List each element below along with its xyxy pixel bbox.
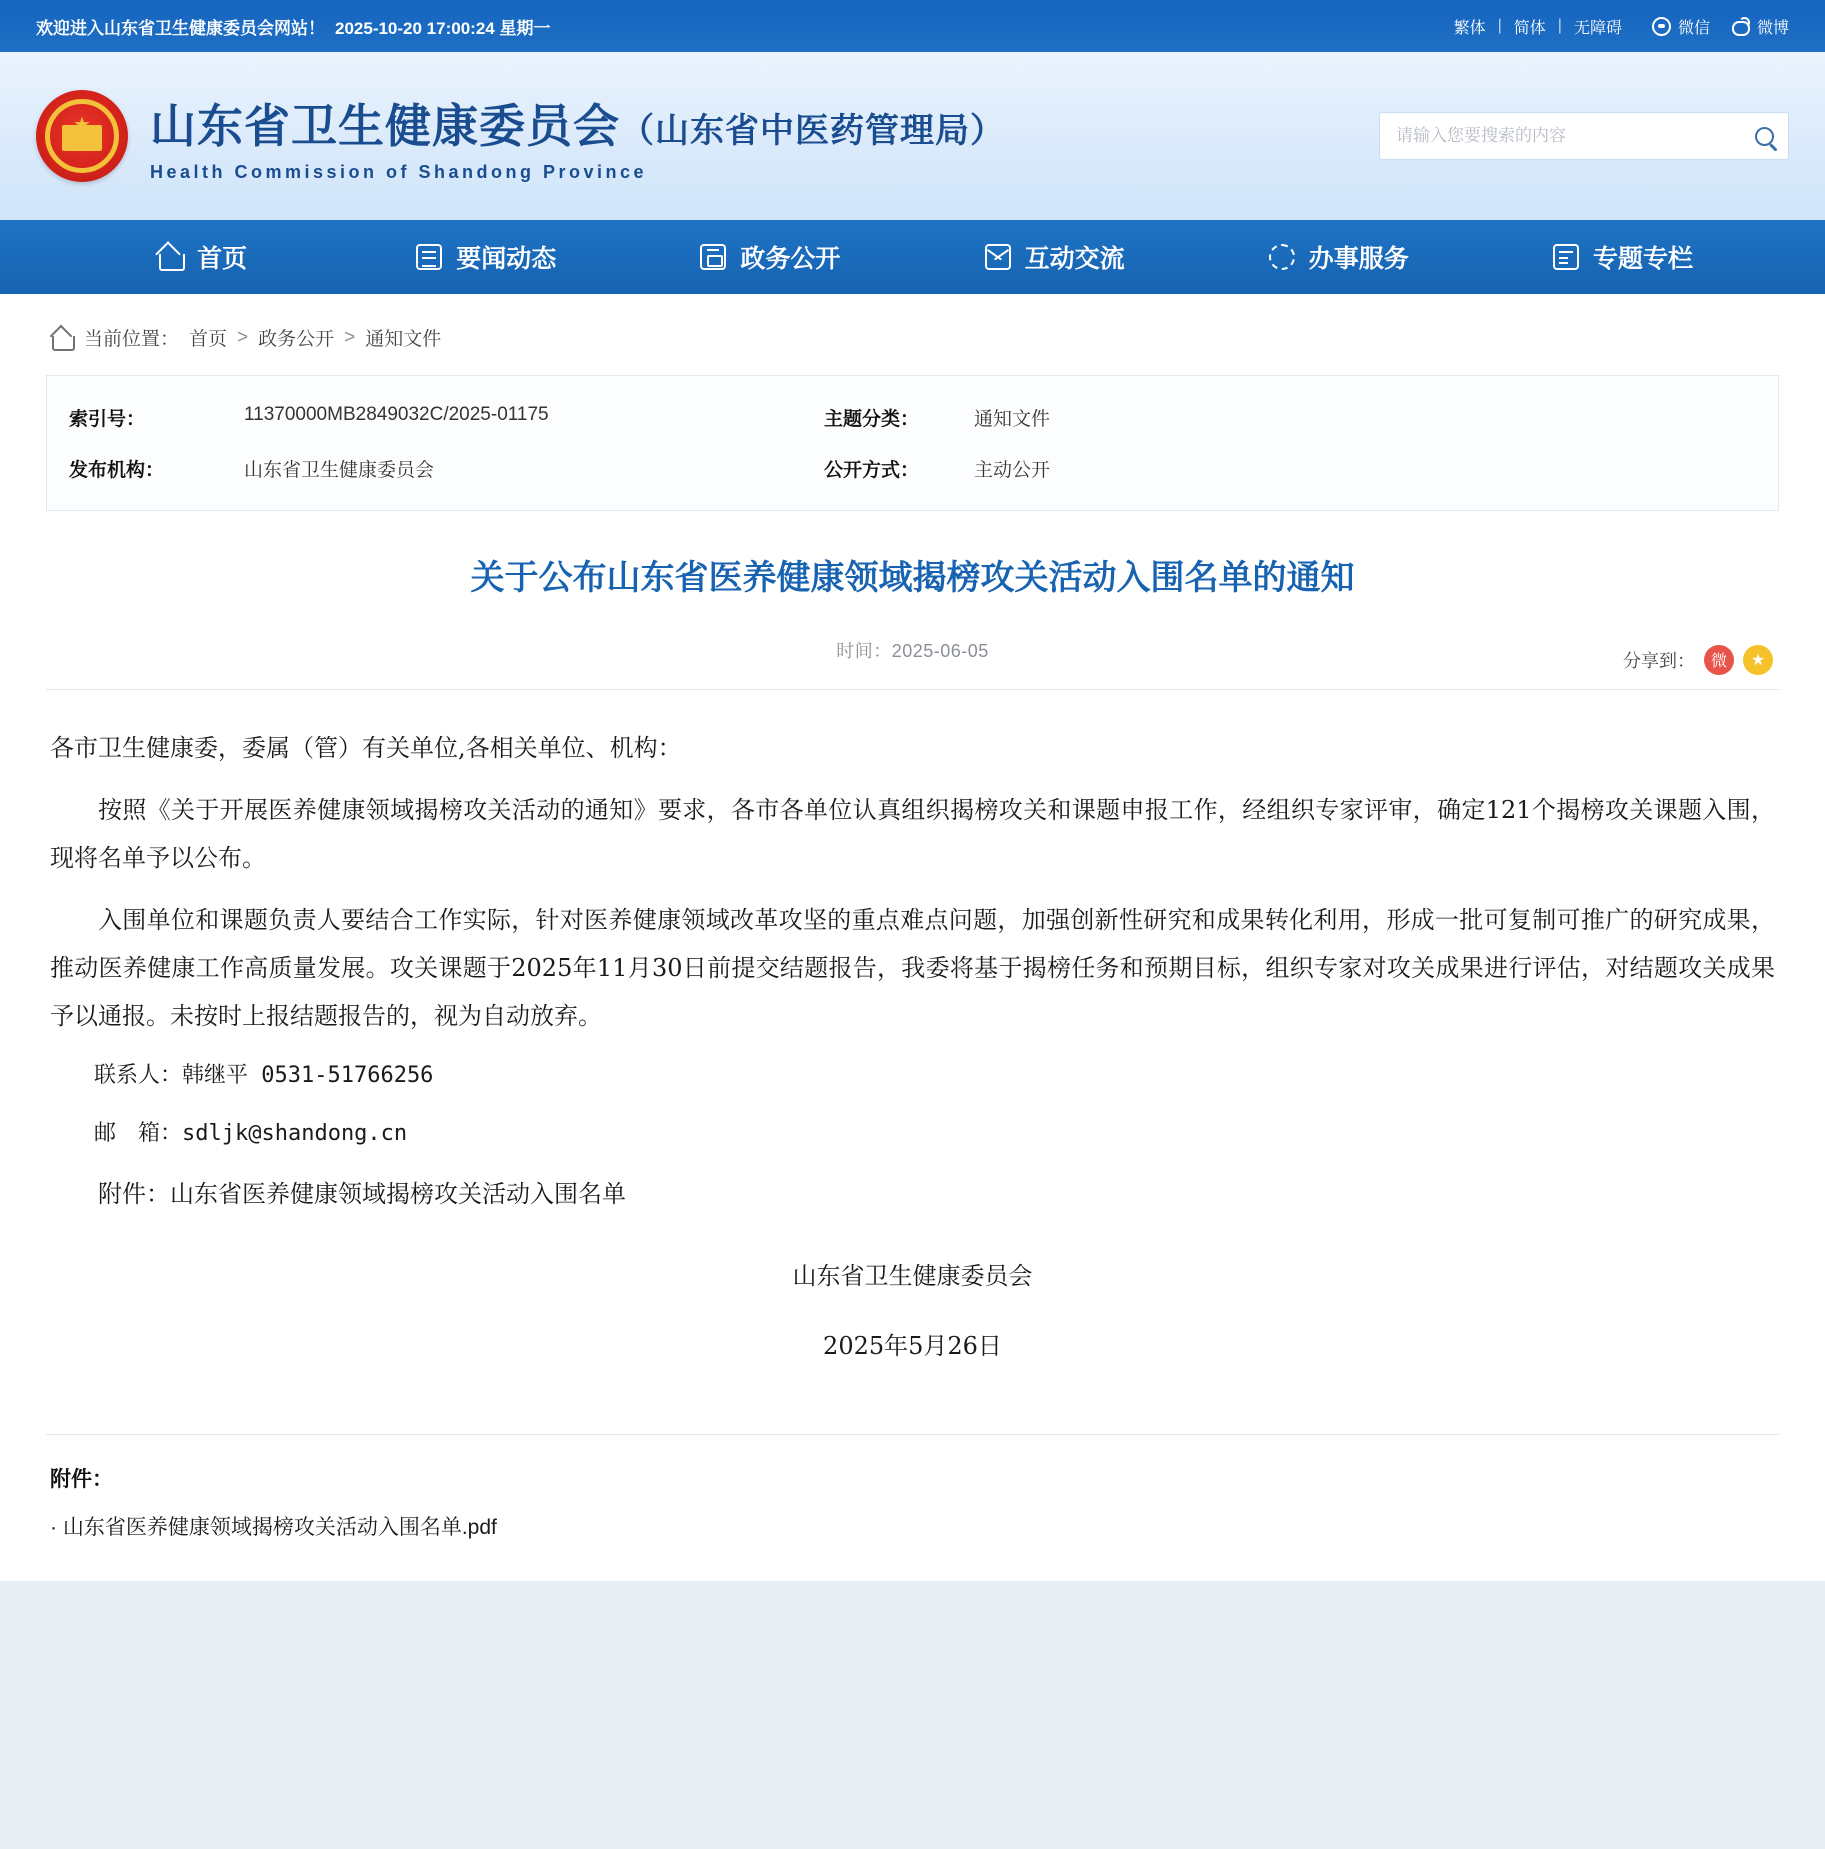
favorite-share-icon[interactable]: ★ (1743, 645, 1773, 675)
wechat-label: 微信 (1677, 19, 1710, 37)
weibo-icon (1732, 17, 1750, 35)
breadcrumb-separator: > (237, 326, 249, 348)
meta-value-disclosure: 主动公开 (974, 460, 1051, 481)
publish-time-label: 时间： (836, 640, 892, 661)
article-paragraph: 各市卫生健康委，委属（管）有关单位,各相关单位、机构： (50, 733, 682, 762)
article-date: 2025年5月26日 (823, 1331, 1002, 1360)
article-attachment-note: 附件：山东省医养健康领域揭榜攻关活动入围名单 (98, 1179, 626, 1208)
welcome-text: 欢迎进入山东省卫生健康委员会网站！ (36, 18, 325, 38)
article-contact-person: 联系人：韩继平 0531-51766256 (94, 1062, 434, 1088)
content-area (0, 294, 1825, 1581)
top-utility-bar (0, 0, 1825, 52)
mail-icon (985, 244, 1011, 270)
weibo-share-icon[interactable]: 微 (1704, 645, 1734, 675)
home-icon (157, 244, 183, 270)
lang-traditional-link[interactable]: 繁体 (1453, 19, 1486, 37)
nav-item-topics[interactable] (1481, 220, 1765, 294)
article-paragraph: 入围单位和课题负责人要结合工作实际，针对医养健康领域改革攻坚的重点难点问题，加强创新性研究和成果转化利用，形成一批可复制可推广的研究成果，推动医养健康工作高质量发展。攻关课题于2025年11月30日前提交结题报告，我委将基于揭榜任务和预期目标，组织专家对攻关成果进行评估，对结题攻关成果予以通报。未按时上报结题报告的，视为自动放弃。 (50, 905, 1775, 1030)
share-area (1623, 645, 1773, 675)
site-title-main: 山东省卫生健康委员会 (150, 99, 620, 152)
government-icon (700, 244, 726, 270)
welcome-area (36, 14, 550, 39)
national-emblem-icon: ★ (36, 90, 128, 182)
nav-label-news: 要闻动态 (456, 245, 557, 273)
search-icon[interactable] (1755, 127, 1774, 146)
wechat-link[interactable] (1652, 15, 1710, 38)
breadcrumb-home-icon (50, 327, 74, 349)
breadcrumb (46, 294, 1779, 375)
page-root (0, 52, 1825, 1581)
page-title: 关于公布山东省医养健康领域揭榜攻关活动入围名单的通知 (470, 559, 1355, 597)
main-nav (0, 220, 1825, 294)
nav-label-services: 办事服务 (1308, 245, 1409, 273)
nav-label-topics: 专题专栏 (1592, 245, 1693, 273)
breadcrumb-item-home[interactable]: 首页 (189, 329, 228, 350)
weibo-link[interactable] (1732, 15, 1789, 38)
topic-icon (1553, 244, 1579, 270)
attachment-title: 附件： (50, 1467, 113, 1491)
article-paragraph: 按照《关于开展医养健康领域揭榜攻关活动的通知》要求，各市各单位认真组织揭榜攻关和课题申报工作，经组织专家评审，确定121个揭榜攻关课题入围，现将名单予以公布。 (50, 795, 1775, 872)
service-icon (1269, 244, 1295, 270)
article-body (46, 690, 1779, 1394)
nav-label-government-affairs: 政务公开 (740, 245, 841, 273)
breadcrumb-item-government-affairs[interactable]: 政务公开 (258, 329, 335, 350)
publish-time (836, 637, 989, 663)
site-title-block (150, 90, 1005, 183)
nav-item-government-affairs[interactable] (628, 220, 912, 294)
weibo-label: 微博 (1756, 19, 1789, 37)
search-input[interactable] (1394, 125, 1755, 147)
share-label: 分享到： (1623, 650, 1695, 671)
article-contact-email: 邮 箱：sdljk@shandong.cn (94, 1120, 408, 1146)
meta-label-disclosure: 公开方式： (824, 460, 920, 481)
site-title-sub: （山东省中医药管理局） (620, 111, 1005, 150)
top-links (1454, 15, 1789, 38)
lang-simplified-link[interactable]: 简体 (1513, 19, 1546, 37)
site-title (150, 90, 1005, 156)
news-icon (416, 244, 442, 270)
meta-label-index: 索引号： (69, 409, 146, 430)
publish-time-value: 2025-06-05 (891, 640, 989, 661)
nav-item-home[interactable] (60, 220, 344, 294)
divider: | (1497, 17, 1502, 34)
article-subbar (46, 637, 1779, 690)
breadcrumb-item-notice-documents[interactable]: 通知文件 (365, 329, 442, 350)
search-box[interactable] (1379, 112, 1789, 160)
nav-item-interaction[interactable] (913, 220, 1197, 294)
current-datetime: 2025-10-20 17:00:24 星期一 (335, 18, 551, 38)
meta-value-index: 11370000MB2849032C/2025-01175 (244, 404, 549, 425)
meta-value-publisher: 山东省卫生健康委员会 (244, 460, 435, 481)
site-title-english: Health Commission of Shandong Province (150, 161, 648, 182)
nav-label-home: 首页 (197, 245, 248, 273)
meta-label-publisher: 发布机构： (69, 460, 165, 481)
wechat-icon (1652, 17, 1671, 36)
accessibility-link[interactable]: 无障碍 (1573, 19, 1622, 37)
attachment-section (46, 1434, 1779, 1581)
site-header (0, 52, 1825, 220)
nav-item-news[interactable] (344, 220, 628, 294)
meta-value-category: 通知文件 (974, 409, 1051, 430)
nav-label-interaction: 互动交流 (1024, 245, 1125, 273)
article-signature: 山东省卫生健康委员会 (792, 1261, 1033, 1290)
nav-item-services[interactable] (1197, 220, 1481, 294)
breadcrumb-prefix: 当前位置： (84, 329, 180, 350)
meta-label-category: 主题分类： (824, 409, 920, 430)
divider: | (1557, 17, 1562, 34)
attachment-link-pdf[interactable]: · 山东省医养健康领域揭榜攻关活动入围名单.pdf (50, 1515, 497, 1539)
breadcrumb-separator: > (344, 326, 356, 348)
document-meta-table (46, 375, 1779, 511)
